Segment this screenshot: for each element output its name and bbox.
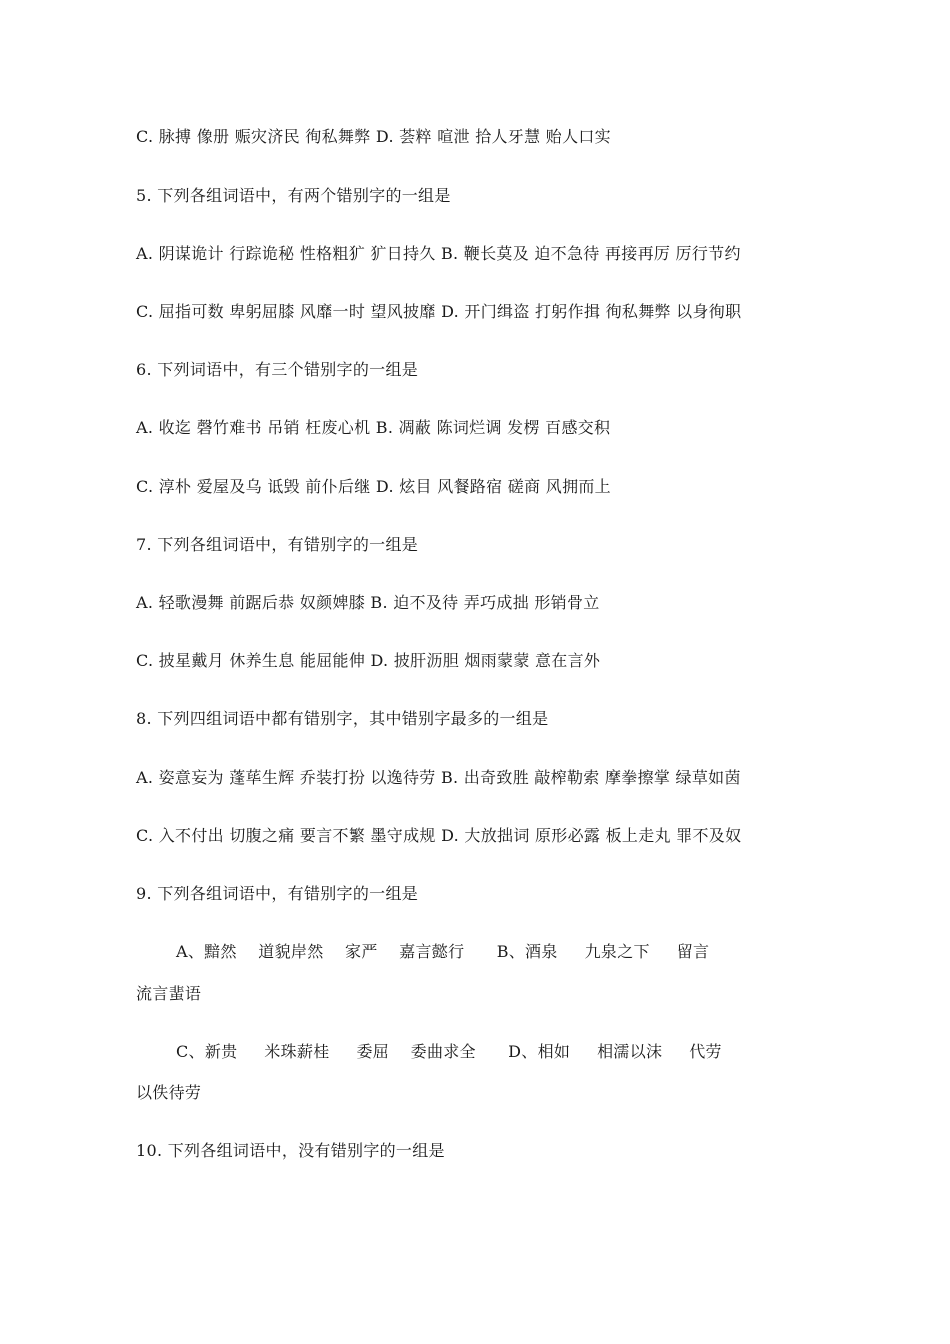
option-line-5a: A. 阴谋诡计 行踪诡秘 性格粗犷 犷日持久 B. 鞭长莫及 迫不急待 再接再厉 厉行节约 — [136, 244, 741, 263]
question-10: 10. 下列各组词语中，没有错别字的一组是 — [136, 1141, 445, 1160]
option-line-8a: A. 姿意妄为 蓬荜生辉 乔装打扮 以逸待劳 B. 出奇致胜 敲榨勒索 摩拳擦掌 绿草如茵 — [136, 768, 741, 787]
option-line-5c: C. 屈指可数 卑躬屈膝 风靡一时 望风披靡 D. 开门缉盗 打躬作揖 徇私舞弊 以身徇职 — [136, 302, 742, 321]
option-line-7c: C. 披星戴月 休养生息 能屈能伸 D. 披肝沥胆 烟雨蒙蒙 意在言外 — [136, 651, 601, 670]
option-line-4c: C. 脉搏 像册 赈灾济民 徇私舞弊 D. 荟粹 喧泄 拾人牙慧 贻人口实 — [136, 127, 611, 146]
option-line-8c: C. 入不付出 切腹之痛 要言不繁 墨守成规 D. 大放拙词 原形必露 板上走丸 罪不及奴 — [136, 826, 742, 845]
option-line-9c-cont: 以佚待劳 — [136, 1083, 202, 1102]
question-6: 6. 下列词语中，有三个错别字的一组是 — [136, 360, 419, 379]
option-line-7a: A. 轻歌漫舞 前踞后恭 奴颜婢膝 B. 迫不及待 弄巧成拙 形销骨立 — [136, 593, 600, 612]
option-line-6c: C. 淳朴 爱屋及乌 诋毁 前仆后继 D. 炫目 风餐路宿 磋商 风拥而上 — [136, 477, 611, 496]
option-line-9a-cont: 流言蜚语 — [136, 984, 202, 1003]
question-7: 7. 下列各组词语中，有错别字的一组是 — [136, 535, 419, 554]
option-line-9a: A、黯然 道貌岸然 家严 嘉言懿行 B、酒泉 九泉之下 留言 — [176, 942, 710, 961]
option-line-6a: A. 收迄 磬竹难书 吊销 枉废心机 B. 凋蔽 陈词烂调 发楞 百感交积 — [136, 418, 611, 437]
option-line-9c: C、新贵 米珠薪桂 委屈 委曲求全 D、相如 相濡以沫 代劳 — [176, 1042, 722, 1061]
question-5: 5. 下列各组词语中，有两个错别字的一组是 — [136, 186, 451, 205]
question-9: 9. 下列各组词语中，有错别字的一组是 — [136, 884, 419, 903]
question-8: 8. 下列四组词语中都有错别字，其中错别字最多的一组是 — [136, 709, 549, 728]
